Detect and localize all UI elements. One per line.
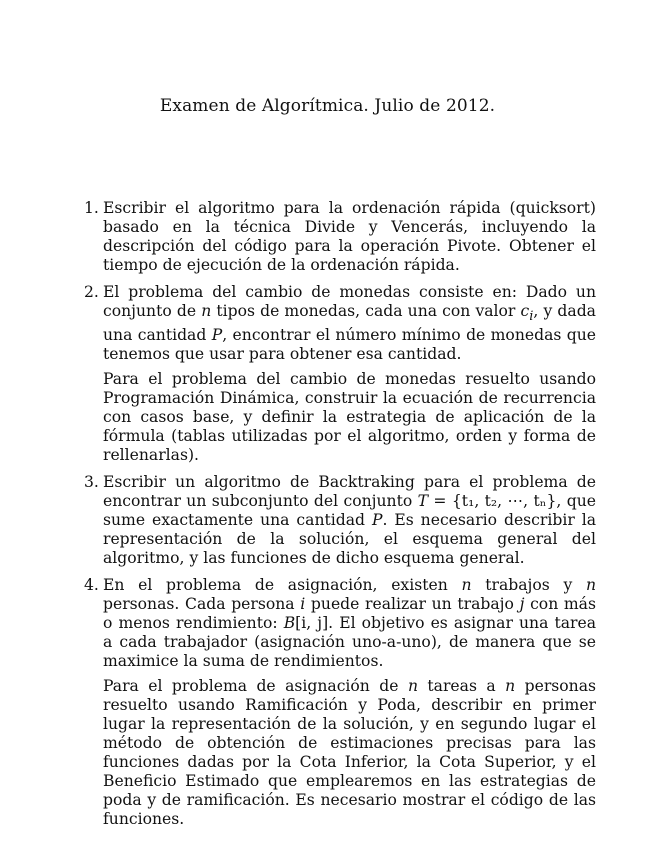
question-text: Para el problema del cambio de monedas resuelto usando Programación Dinámica, construir la ecuación de recurrencia con casos base, y definir la estrategia de aplicación de la fórmula (tablas utilizadas por el algoritmo, orden y forma de rellenarlas). xyxy=(103,370,596,465)
question-text: Para el problema de asignación de n tareas a n personas resuelto usando Ramificación y Poda, describir en primer lugar la representación de la solución, y en segundo lugar el método de obtención de estimaciones precisas para las funciones dadas por la Cota Inferior, la Cota Superior, y el Beneficio Estimado que emplearemos en las estrategias de poda y de ramificación. Es necesario mostrar el código de las funciones. xyxy=(103,677,596,829)
question-1 xyxy=(84,199,596,275)
question-number: 1. xyxy=(84,199,99,217)
question-text: Escribir un algoritmo de Backtraking para el problema de encontrar un subconjunto del conjunto T = {t₁, t₂, ⋯, tₙ}, que sume exactamente una cantidad P. Es necesario describir la representación de la solución, el esquema general del algoritmo, y las funciones de dicho esquema general. xyxy=(103,473,597,568)
question-text: Escribir el algoritmo para la ordenación rápida (quicksort) basado en la técnica Divide y Vencerás, incluyendo la descripción del código para la operación Pivote. Obtener el tiempo de ejecución de la ordenación rápida. xyxy=(103,199,596,274)
question-number: 3. xyxy=(84,473,99,492)
question-number: 4. xyxy=(84,576,99,595)
question-list xyxy=(84,199,596,837)
exam-title: Examen de Algorítmica. Julio de 2012. xyxy=(159,96,496,116)
question-number: 2. xyxy=(84,283,99,301)
question-4 xyxy=(84,576,596,829)
question-text: El problema del cambio de monedas consiste en: Dado un conjunto de n tipos de monedas, cada una con valor $c_i$, y dada una cantidad P, encontrar el número mínimo de monedas que tenemos que usar para obtener esa cantidad. xyxy=(103,283,596,364)
question-3 xyxy=(84,473,596,568)
question-text: En el problema de asignación, existen n trabajos y n personas. Cada persona i puede realizar un trabajo j con más o menos rendimiento: B[i, j]. El objetivo es asignar una tarea a cada trabajador (asignación uno-a-uno), de manera que se maximice la suma de rendimientos. xyxy=(103,576,597,671)
question-2 xyxy=(84,283,596,465)
